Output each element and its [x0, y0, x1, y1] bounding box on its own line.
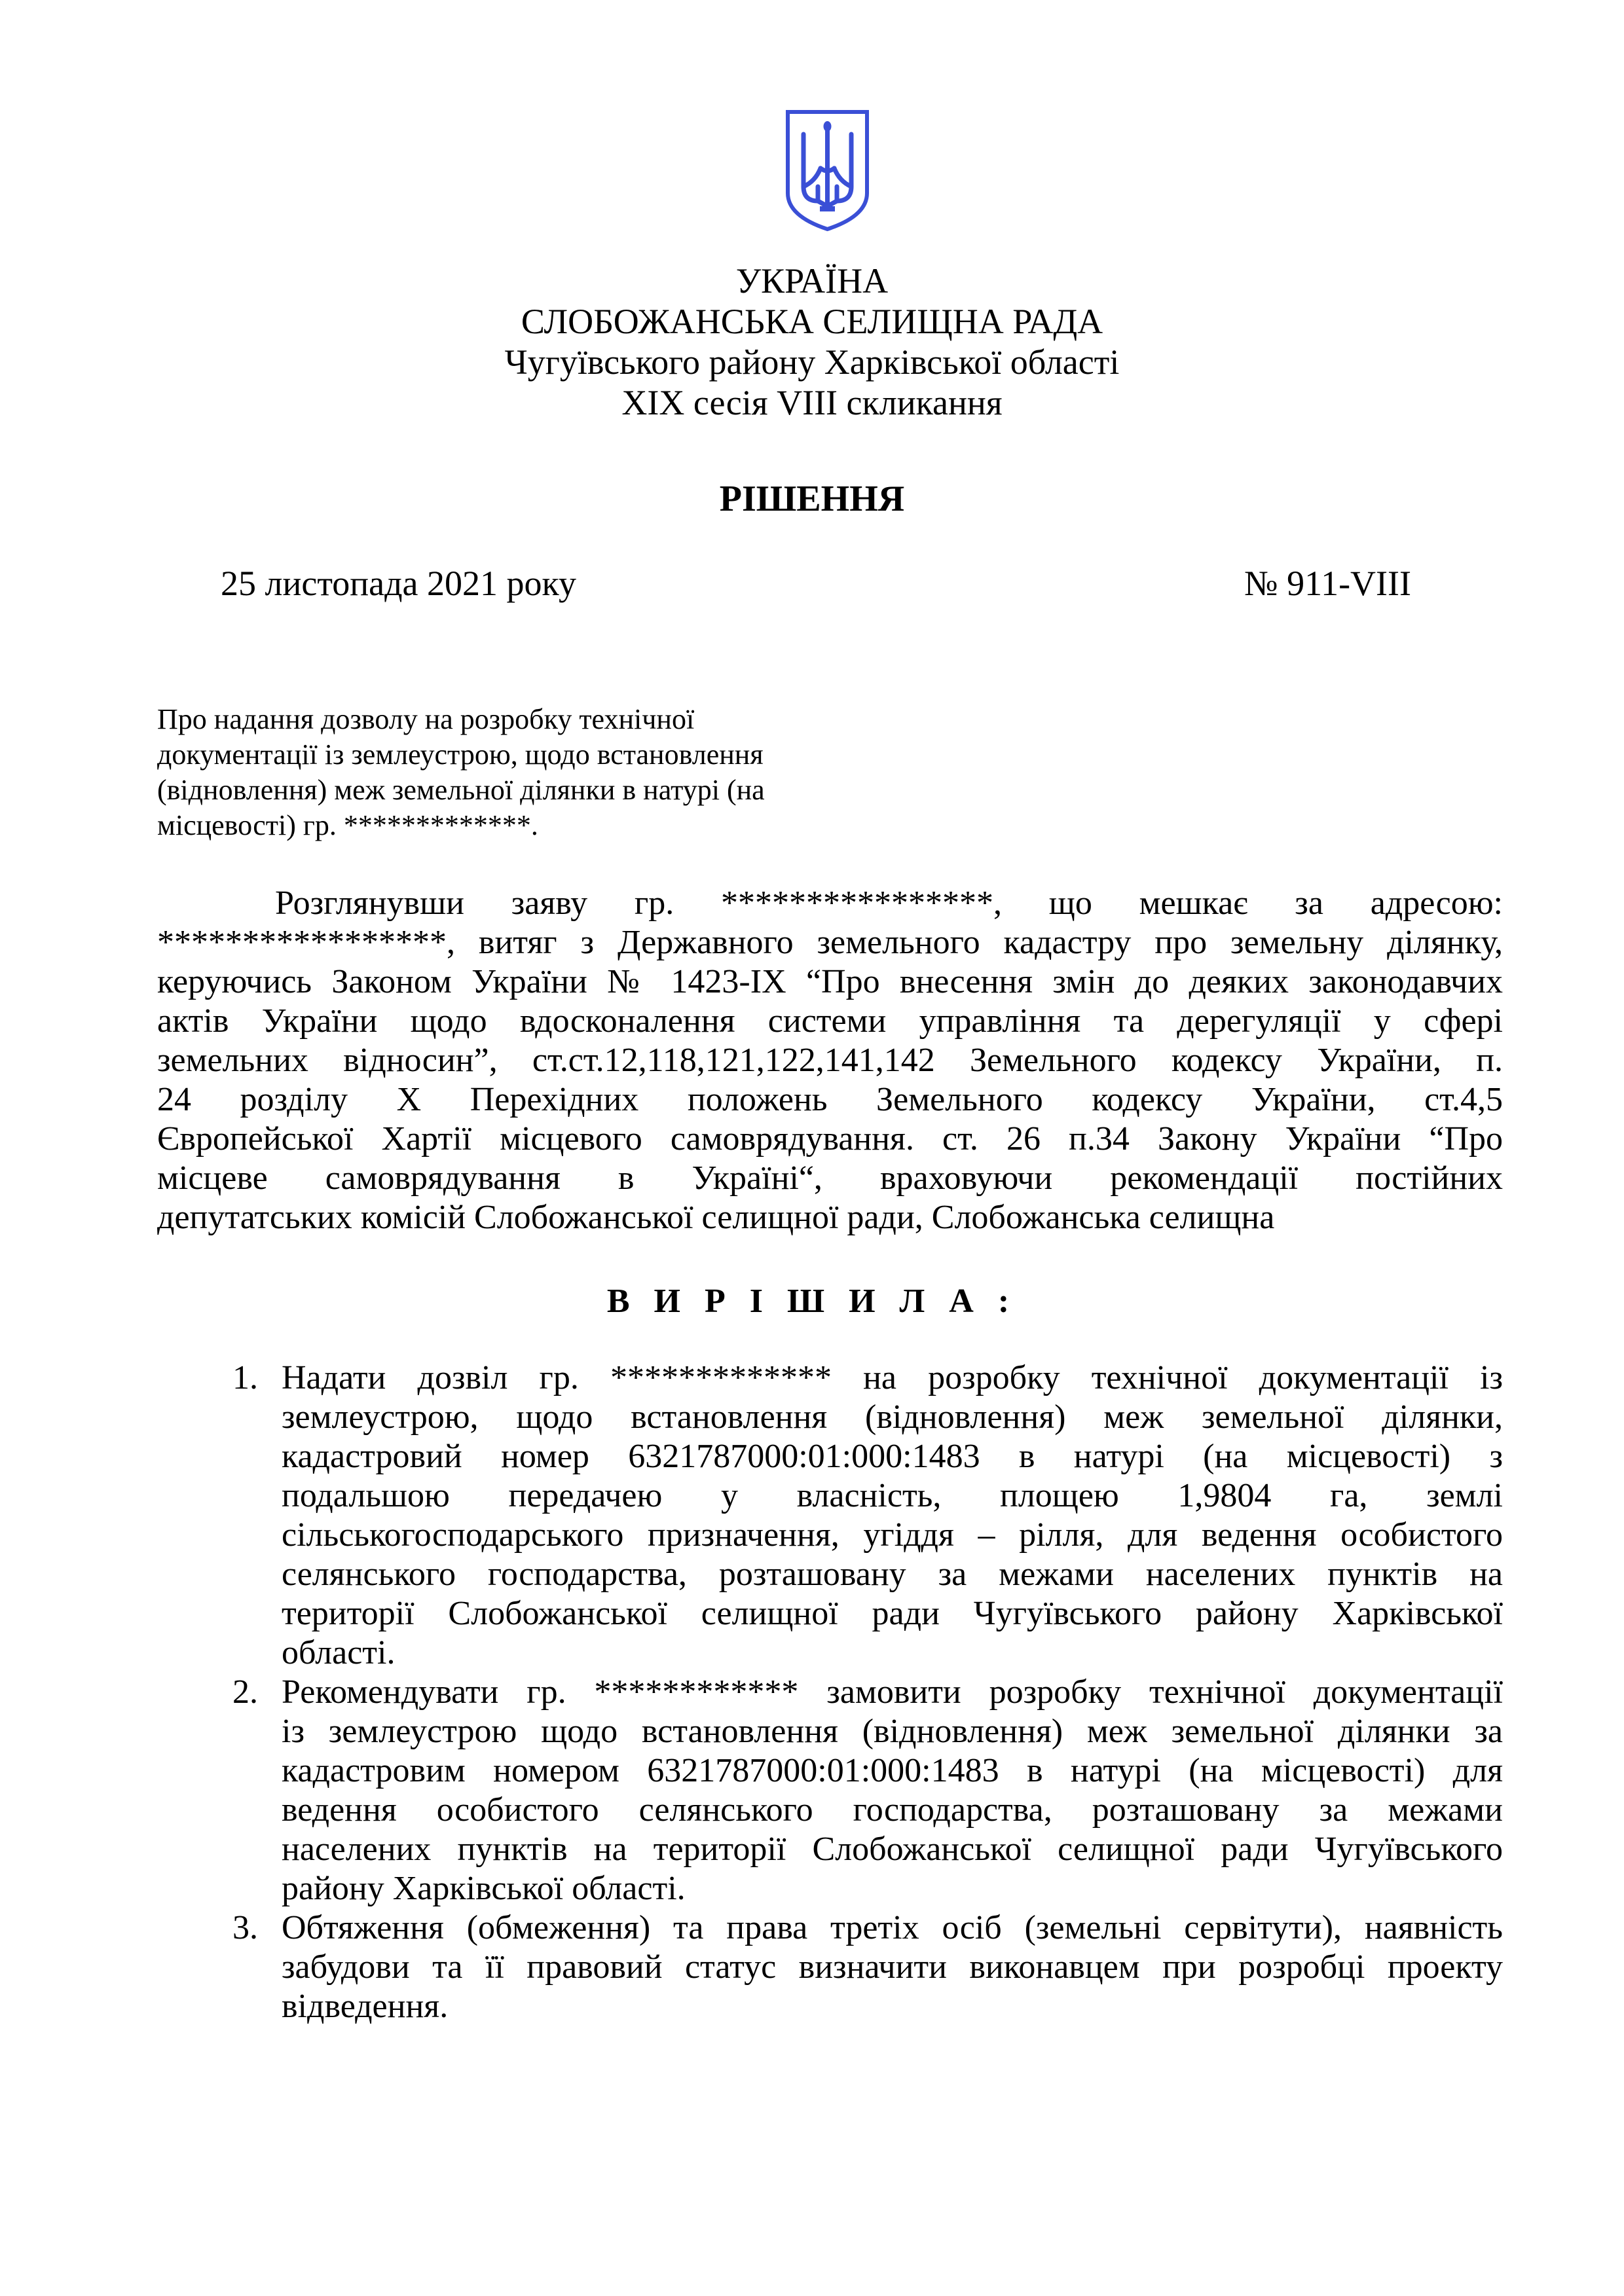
preamble-line: керуючись Законом України № 1423-IX “Про внесення змін до деяких законодавчих	[157, 963, 1503, 1000]
preamble-line: земельних відносин”, ст.ст.12,118,121,122,141,142 Земельного кодексу України, п.	[157, 1042, 1503, 1079]
subject-line: документації із землеустрою, щодо встановлення	[157, 738, 764, 771]
preamble-line: Розглянувши заяву гр. ****************, що мешкає за адресою:	[275, 884, 1503, 922]
preamble-line: Європейської Хартії місцевого самоврядування. ст. 26 п.34 Закону України “Про	[157, 1120, 1503, 1157]
header-country: УКРАЇНА	[735, 261, 889, 301]
decision-items	[232, 1358, 1503, 2026]
resolved-heading: В И Р І Ш И Л А :	[606, 1283, 1018, 1320]
subject-line: (відновлення) меж земельної ділянки в натурі (на	[157, 774, 765, 806]
decision-item	[232, 1358, 1503, 1673]
preamble-line: депутатських комісій Слобожанської селищної ради, Слобожанська селищна	[157, 1199, 1275, 1236]
item-line: Рекомендувати гр. ************ замовити розробку технічної документації	[282, 1673, 1503, 1711]
item-line: забудови та її правовий статус визначити виконавцем при розробці проекту	[282, 1948, 1503, 1986]
preamble-line: 24 розділу X Перехідних положень Земельного кодексу України, ст.4,5	[157, 1081, 1503, 1118]
item-line: області.	[282, 1634, 396, 1671]
item-line: із землеустрою щодо встановлення (відновлення) меж земельної ділянки за	[282, 1713, 1503, 1750]
decision-item	[232, 1673, 1503, 1908]
item-line: відведення.	[282, 1988, 449, 2025]
decision-item	[232, 1908, 1503, 2026]
date-number-row	[221, 563, 1411, 604]
item-line: кадастровий номер 6321787000:01:000:1483 в натурі (на місцевості) з	[282, 1438, 1503, 1475]
item-line: ведення особистого селянського господарства, розташовану за межами	[282, 1791, 1503, 1829]
header-district: Чугуївського району Харківської області	[504, 342, 1120, 382]
item-line: Надати дозвіл гр. ************* на розробку технічної документації із	[282, 1359, 1503, 1396]
preamble-line: актів України щодо вдосконалення системи управління та дерегуляції у сфері	[157, 1002, 1503, 1040]
document-date: 25 листопада 2021 року	[221, 564, 576, 603]
preamble-paragraph	[157, 884, 1503, 1237]
item-line: селянського господарства, розташовану за межами населених пунктів на	[282, 1556, 1503, 1593]
item-line: землеустрою, щодо встановлення (відновлення) меж земельної ділянки,	[282, 1398, 1503, 1436]
document-title: РІШЕННЯ	[719, 479, 905, 519]
preamble-line: місцеве самоврядування в Україні“, враховуючи рекомендації постійних	[157, 1159, 1503, 1197]
item-number: 3.	[232, 1909, 258, 1946]
decision-subject	[157, 702, 910, 843]
document-number: № 911-VIII	[1244, 564, 1411, 603]
item-line: населених пунктів на території Слобожанської селищної ради Чугуївського	[282, 1831, 1503, 1868]
item-line: подальшою передачею у власність, площею 1,9804 га, землі	[282, 1477, 1503, 1514]
header-session: XIX сесія VIII скликання	[621, 383, 1003, 422]
item-line: кадастровим номером 6321787000:01:000:1483 в натурі (на місцевості) для	[282, 1752, 1503, 1789]
coat-of-arms-icon	[784, 108, 871, 232]
preamble-line: *****************, витяг з Державного земельного кадастру про земельну ділянку,	[157, 924, 1503, 961]
item-line: Обтяження (обмеження) та права третіх осіб (земельні сервітути), наявність	[282, 1909, 1503, 1946]
document-header	[0, 261, 1624, 423]
item-number: 2.	[232, 1673, 258, 1711]
item-number: 1.	[232, 1359, 258, 1396]
item-line: сільськогосподарського призначення, угіддя – рілля, для ведення особистого	[282, 1516, 1503, 1554]
item-line: району Харківської області.	[282, 1870, 686, 1907]
item-body	[282, 1673, 1503, 1908]
item-body	[282, 1908, 1503, 2026]
item-body	[282, 1358, 1503, 1673]
item-line: території Слобожанської селищної ради Чугуївського району Харківської	[282, 1595, 1503, 1632]
subject-line: Про надання дозволу на розробку технічної	[157, 703, 695, 735]
subject-line: місцевості) гр. *************.	[157, 809, 538, 841]
header-council: СЛОБОЖАНСЬКА СЕЛИЩНА РАДА	[521, 302, 1103, 341]
